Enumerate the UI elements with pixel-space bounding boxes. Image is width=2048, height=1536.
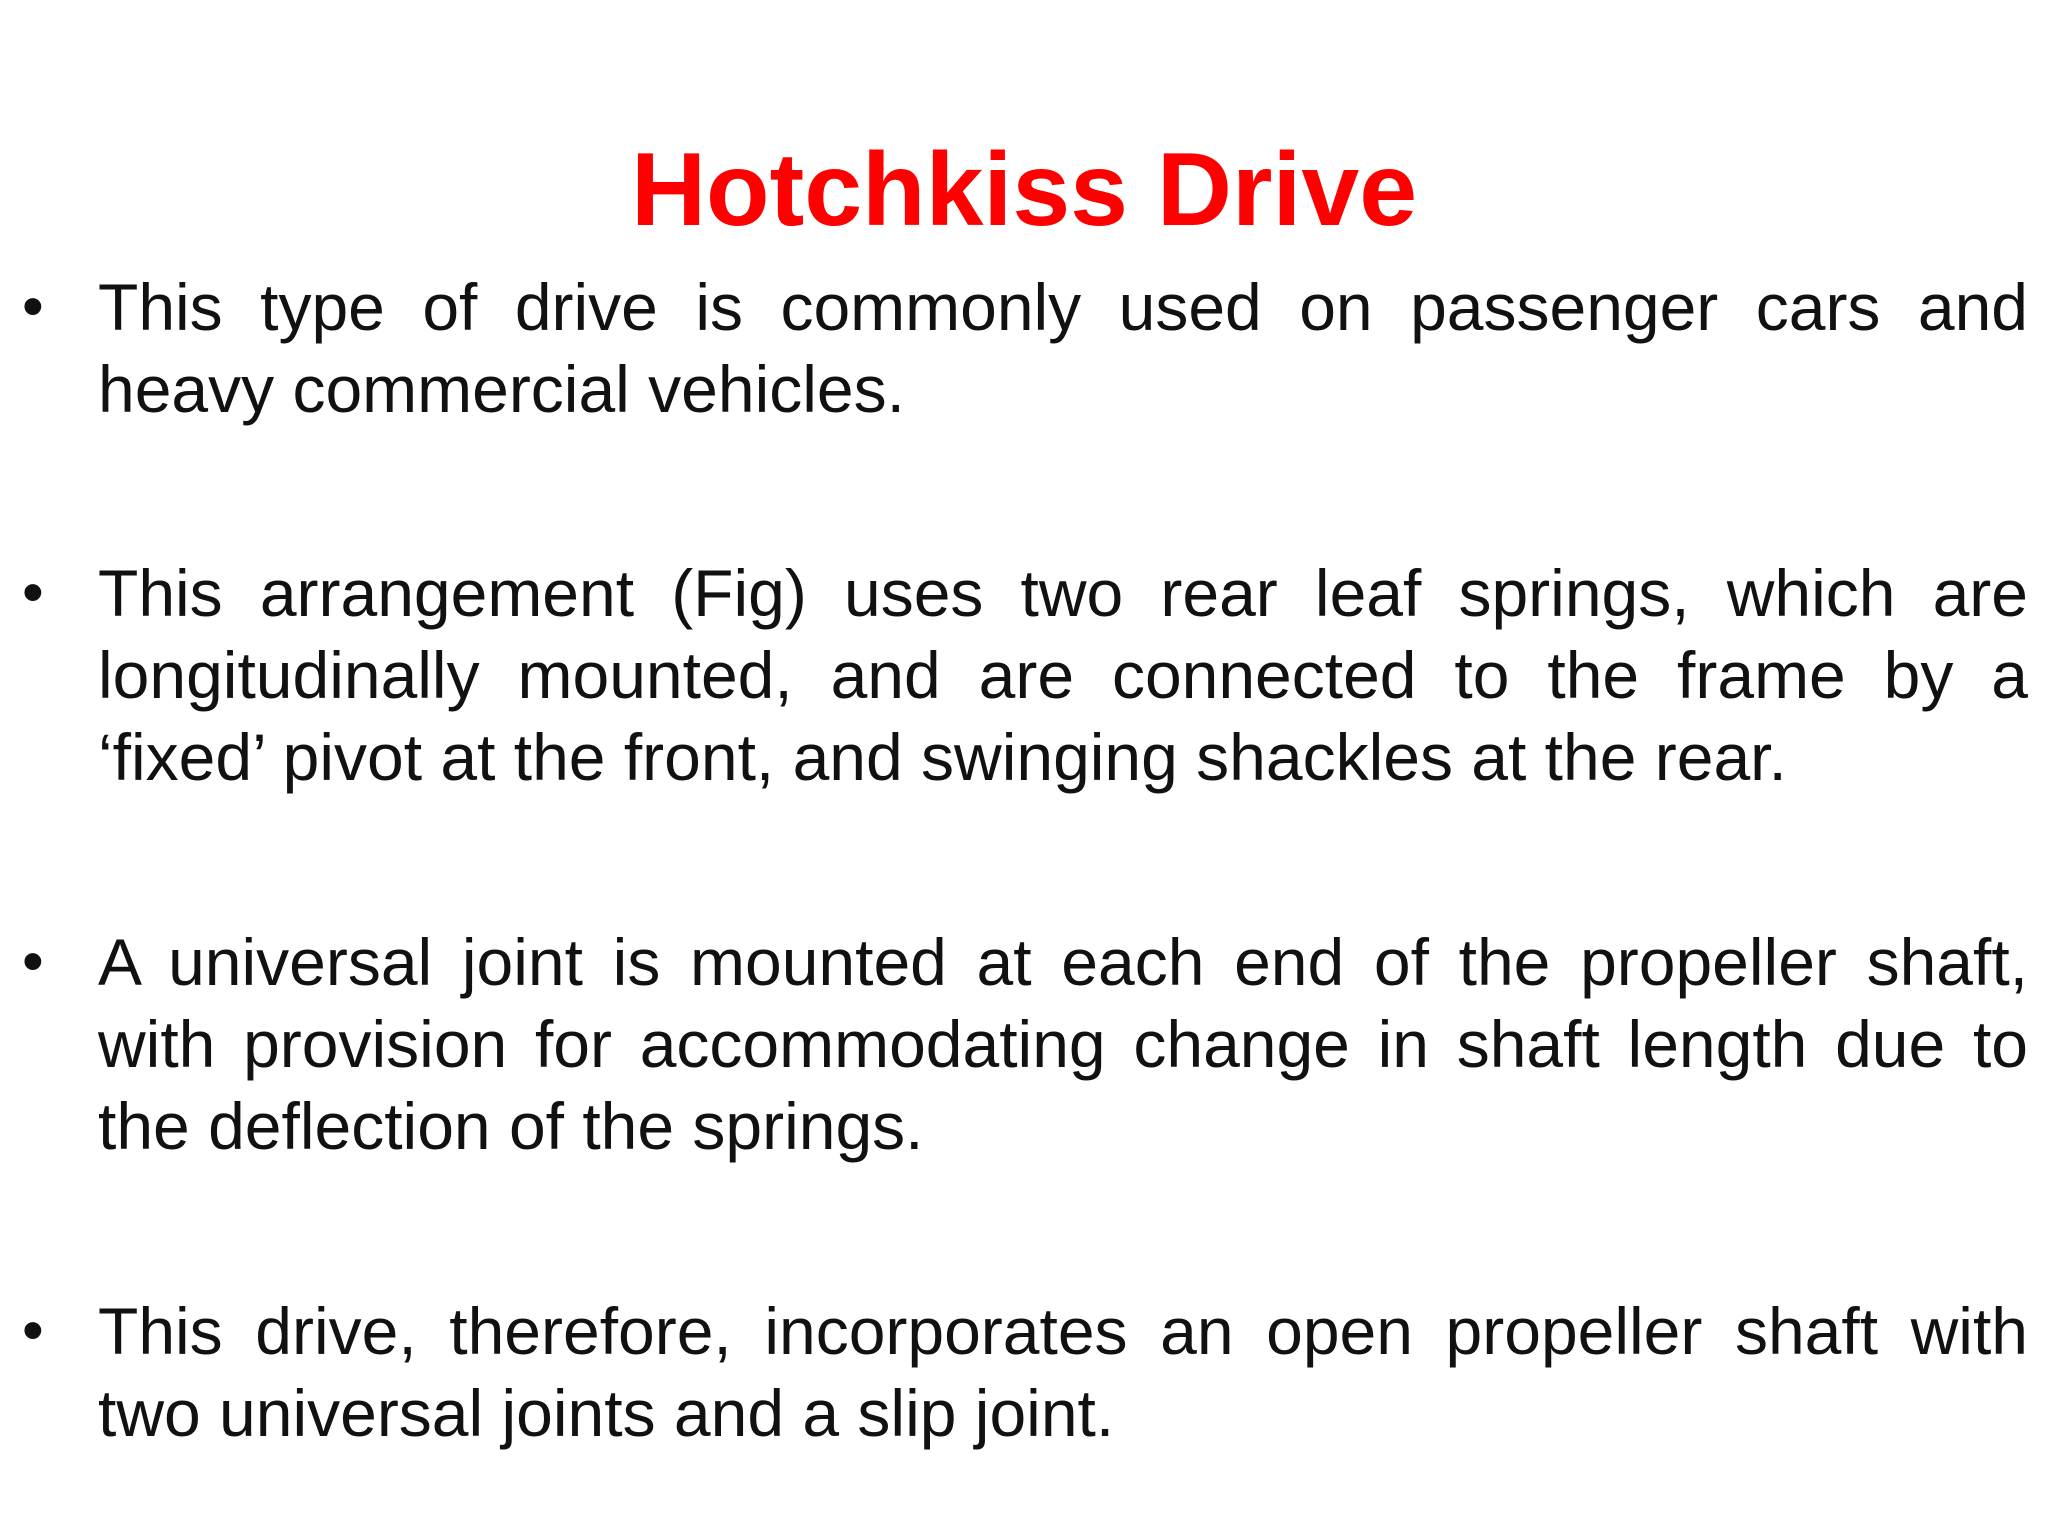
- bullet-icon: •: [22, 1296, 44, 1365]
- bullet-text: This type of drive is commonly used on passenger cars and heavy commercial vehicles.: [98, 270, 2028, 426]
- bullet-text: A universal joint is mounted at each end of the propeller shaft, with provision for accommodating change in shaft length due to the deflection of the springs.: [98, 925, 2028, 1163]
- bullet-icon: •: [22, 272, 44, 341]
- bullet-icon: •: [22, 927, 44, 996]
- bullet-icon: •: [22, 558, 44, 627]
- slide-title: Hotchkiss Drive: [630, 132, 1418, 248]
- bullet-text: This drive, therefore, incorporates an open propeller shaft with two universal joints and a slip joint.: [98, 1294, 2028, 1450]
- bullet-text: This arrangement (Fig) uses two rear leaf springs, which are longitudinally mounted, and are connected to the frame by a ‘fixed’ pivot at the front, and swinging shackles at the rear.: [98, 556, 2028, 794]
